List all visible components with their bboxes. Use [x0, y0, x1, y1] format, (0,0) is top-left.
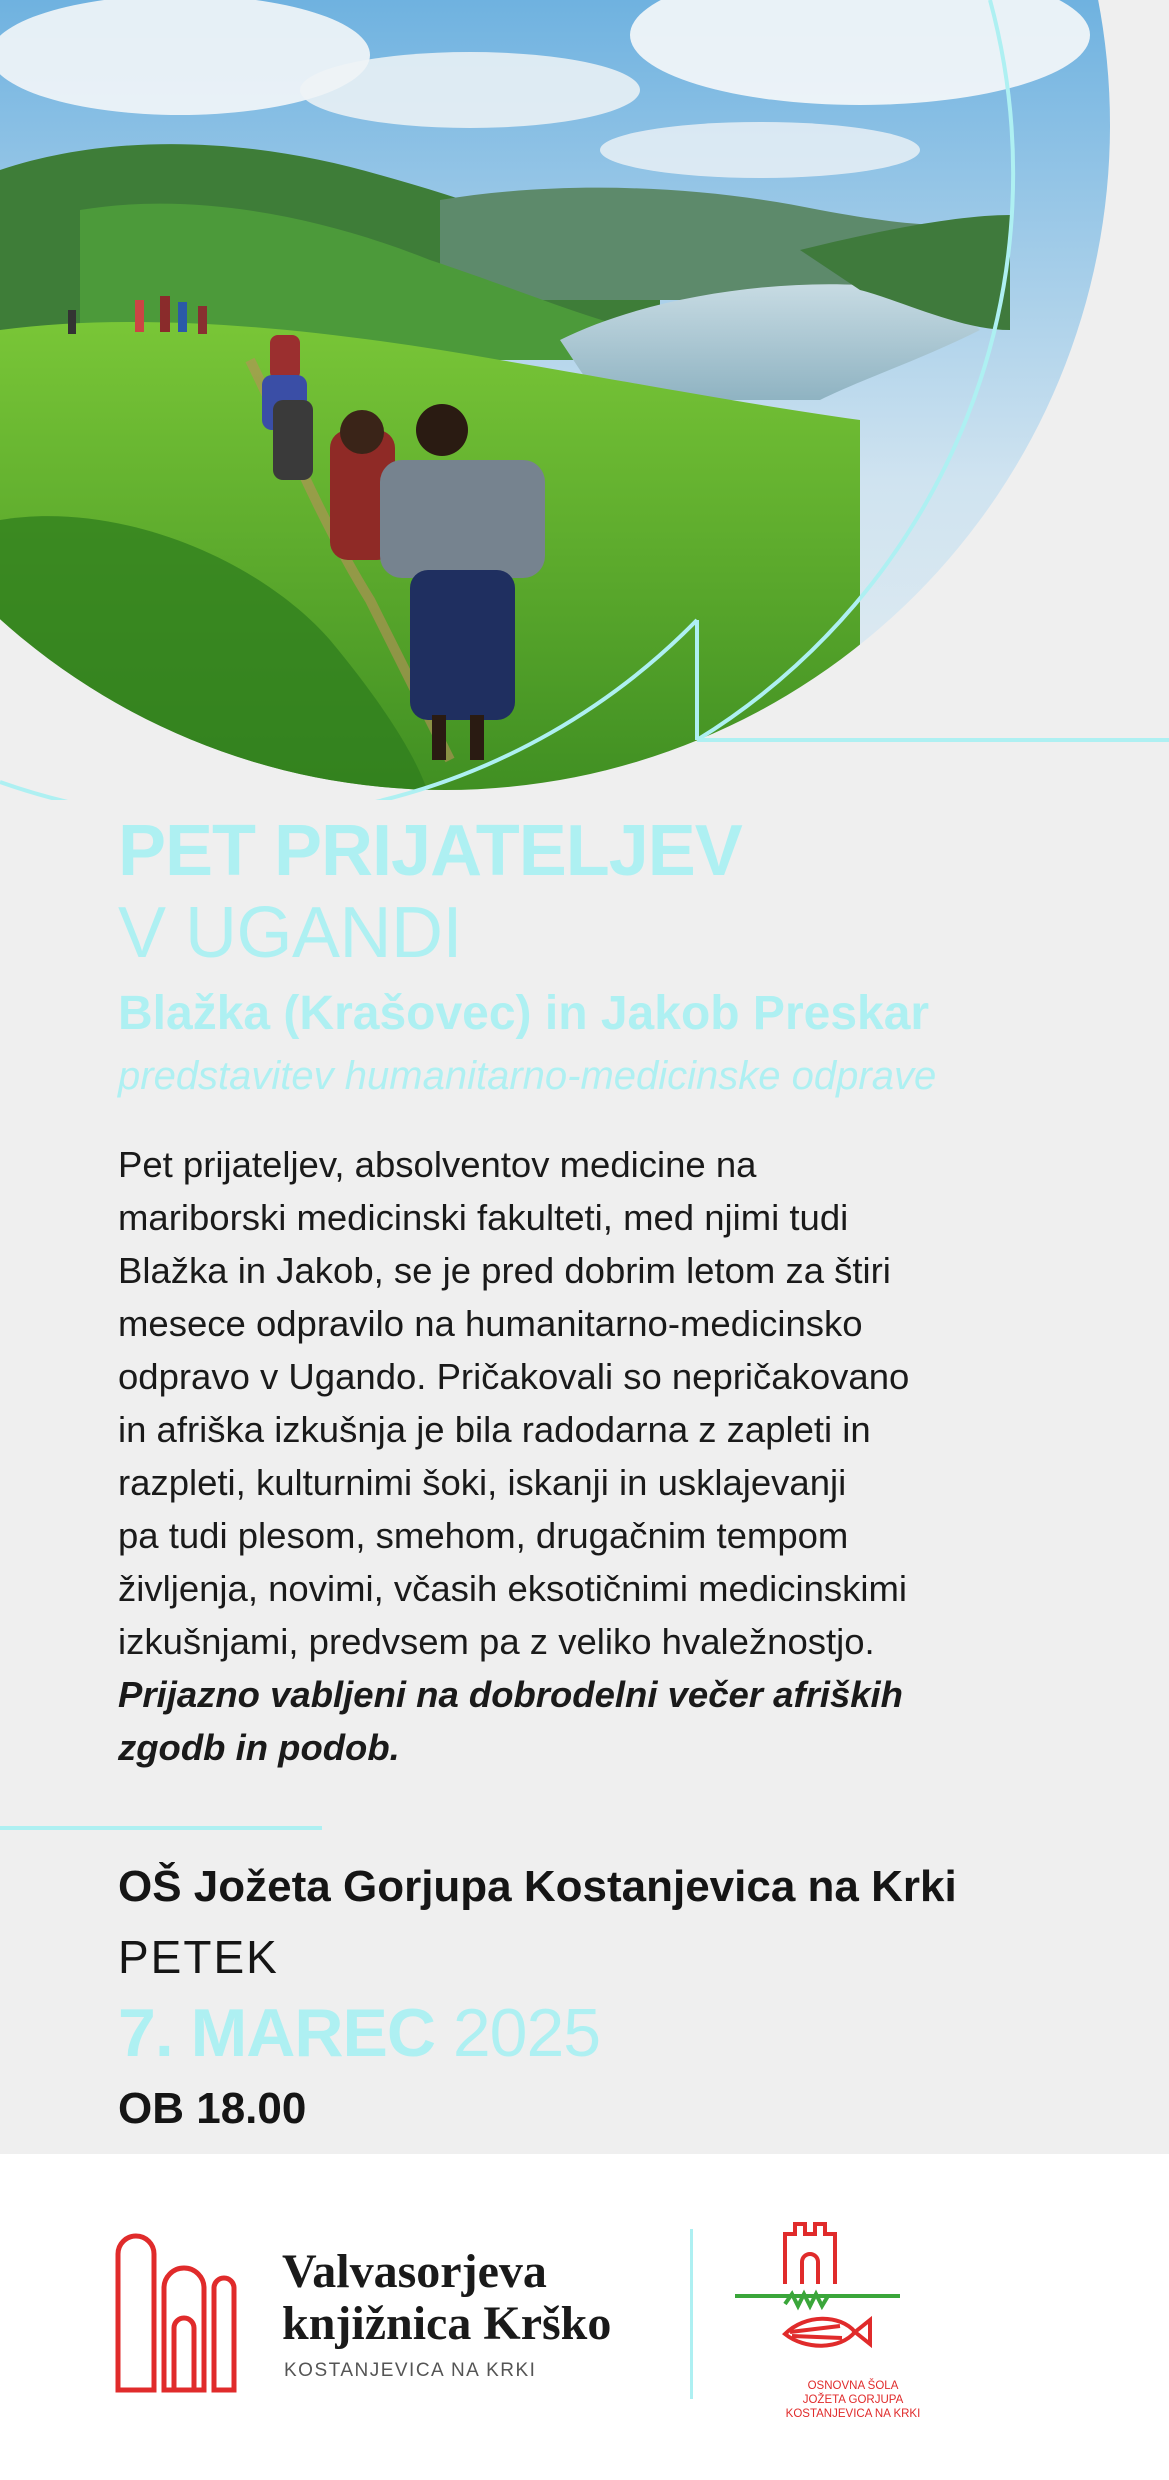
invitation-line: Prijazno vabljeni na dobrodelni večer afriških: [118, 1674, 903, 1715]
uganda-landscape-image: [0, 0, 1169, 800]
description-line: razpleti, kulturnimi šoki, iskanji in usklajevanji: [118, 1462, 847, 1503]
description-line: življenja, novimi, včasih eksotičnimi medicinskimi: [118, 1568, 908, 1609]
event-subtitle: predstavitev humanitarno-medicinske odprave: [118, 1054, 937, 1098]
description-line: pa tudi plesom, smehom, drugačnim tempom: [118, 1515, 849, 1556]
description-line: Pet prijateljev, absolventov medicine na: [118, 1144, 757, 1185]
event-title-line2: V UGANDI: [118, 893, 463, 973]
description-line: mesece odpravilo na humanitarno-medicinsko: [118, 1303, 863, 1344]
section-divider: [0, 1826, 322, 1830]
library-location: KOSTANJEVICA NA KRKI: [284, 2360, 537, 2381]
footer-separator: [690, 2229, 693, 2399]
event-date-main: 7. MAREC: [118, 1995, 435, 2071]
school-logo-icon: [730, 2214, 910, 2374]
library-name: Valvasorjeva knjižnica Krško: [282, 2245, 612, 2350]
event-year: 2025: [452, 1995, 601, 2071]
event-venue: OŠ Jožeta Gorjupa Kostanjevica na Krki: [118, 1862, 957, 1911]
event-details: [118, 1852, 1128, 2144]
invitation-line: zgodb in podob.: [118, 1727, 400, 1768]
event-date: [118, 1992, 1128, 2074]
hero-photo: [0, 0, 1169, 800]
event-description: [118, 1138, 1118, 1774]
description-line: Blažka in Jakob, se je pred dobrim letom za štiri: [118, 1250, 891, 1291]
event-title-line1: PET PRIJATELJEV: [118, 811, 742, 891]
description-line: mariborski medicinski fakulteti, med njimi tudi: [118, 1197, 849, 1238]
event-time: OB 18.00: [118, 2084, 307, 2133]
school-label: OSNOVNA ŠOLA JOŽETA GORJUPA KOSTANJEVICA NA KRKI: [785, 2380, 921, 2420]
event-info: [118, 810, 1128, 1774]
event-day: PETEK: [118, 1931, 279, 1983]
description-line: odpravo v Ugando. Pričakovali so nepričakovano: [118, 1356, 910, 1397]
presenters: Blažka (Krašovec) in Jakob Preskar: [118, 987, 930, 1040]
description-line: izkušnjami, predvsem pa z veliko hvaležnostjo.: [118, 1621, 875, 1662]
description-line: in afriška izkušnja je bila radodarna z zapleti in: [118, 1409, 871, 1450]
footer: [0, 2154, 1169, 2480]
library-logo-icon: [112, 2228, 240, 2396]
